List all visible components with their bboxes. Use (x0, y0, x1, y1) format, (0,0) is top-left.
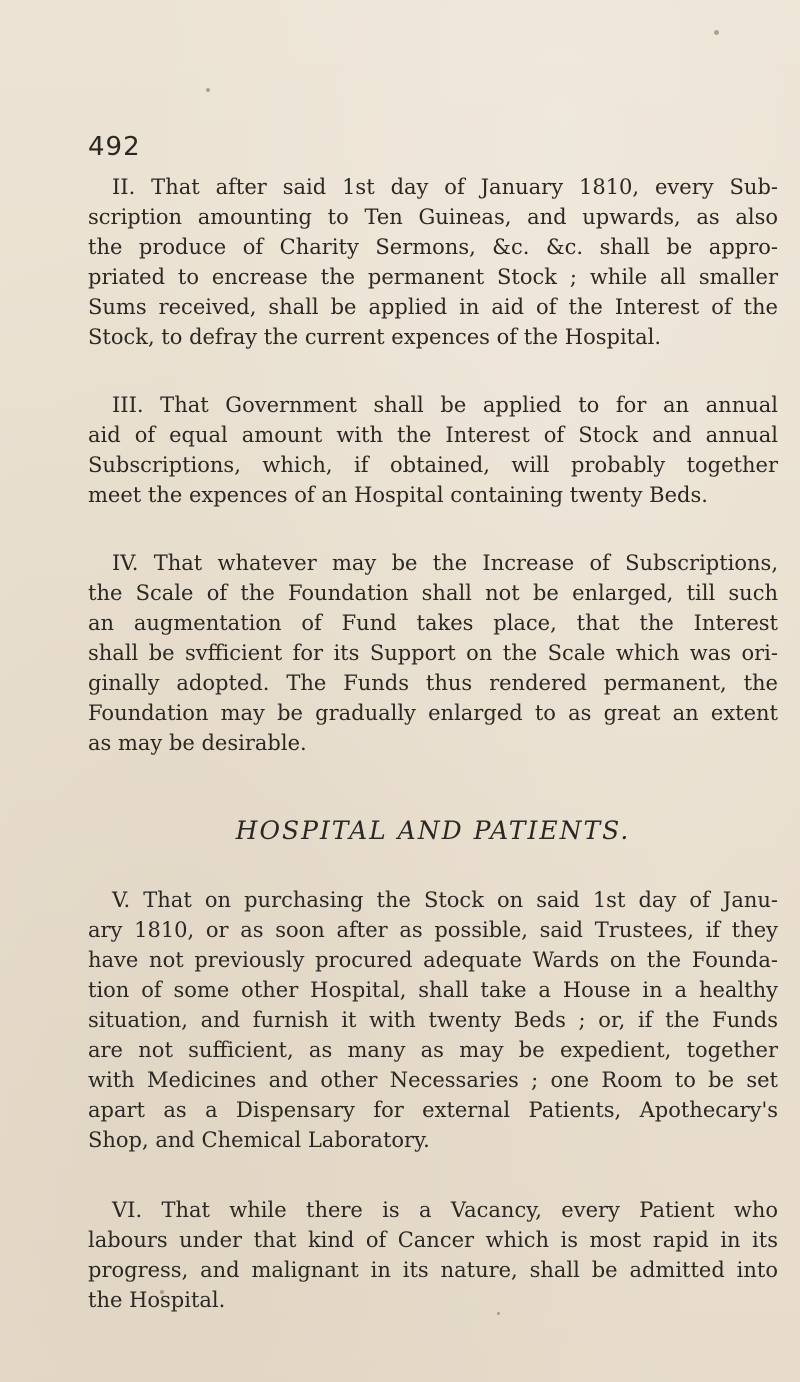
text-line: the Scale of the Foundation shall not be enlarged, till such (88, 581, 778, 605)
text-line: aid of equal amount with the Interest of Stock and annual (88, 423, 778, 447)
paragraph-v (88, 885, 778, 1155)
text-line: as may be desirable. (88, 731, 307, 755)
text-line: Shop, and Chemical Laboratory. (88, 1128, 430, 1152)
text-line: are not sufficient, as many as may be expedient, together (88, 1038, 778, 1062)
paper-speck (206, 88, 210, 92)
text-line: priated to encrease the permanent Stock ; while all smaller (88, 265, 778, 289)
text-line: IV. That whatever may be the Increase of Subscriptions, (112, 551, 778, 575)
text-line: II. That after said 1st day of January 1810, every Sub- (112, 175, 778, 199)
text-line: the Hospital. (88, 1288, 226, 1312)
text-line: V. That on purchasing the Stock on said 1st day of Janu- (112, 888, 778, 912)
paragraph-vi (88, 1195, 778, 1315)
text-line: Foundation may be gradually enlarged to as great an extent (88, 701, 778, 725)
text-line: Subscriptions, which, if obtained, will probably together (88, 453, 778, 477)
text-line: with Medicines and other Necessaries ; one Room to be set (88, 1068, 778, 1092)
paper-speck (714, 30, 719, 35)
text-line: an augmentation of Fund takes place, that the Interest (88, 611, 778, 635)
text-line: have not previously procured adequate Wards on the Founda- (88, 948, 778, 972)
text-line: shall be svfficient for its Support on the Scale which was ori- (88, 641, 778, 665)
paragraph-iii (88, 390, 778, 510)
text-line: III. That Government shall be applied to for an annual (112, 393, 778, 417)
text-line: situation, and furnish it with twenty Beds ; or, if the Funds (88, 1008, 778, 1032)
text-line: ary 1810, or as soon after as possible, said Trustees, if they (88, 918, 778, 942)
text-line: scription amounting to Ten Guineas, and upwards, as also (88, 205, 778, 229)
text-line: Stock, to defray the current expences of the Hospital. (88, 325, 662, 349)
text-line: ginally adopted. The Funds thus rendered permanent, the (88, 671, 778, 695)
text-line: VI. That while there is a Vacancy, every Patient who (112, 1198, 778, 1222)
paragraph-iv (88, 548, 778, 758)
paragraph-ii (88, 172, 778, 352)
text-line: progress, and malignant in its nature, shall be admitted into (88, 1258, 778, 1282)
section-heading: HOSPITAL AND PATIENTS. (235, 816, 631, 845)
text-line: meet the expences of an Hospital containing twenty Beds. (88, 483, 708, 507)
page-number: 492 (88, 132, 141, 162)
text-line: apart as a Dispensary for external Patients, Apothecary's (88, 1098, 778, 1122)
text-line: Sums received, shall be applied in aid of the Interest of the (88, 295, 778, 319)
text-line: the produce of Charity Sermons, &c. &c. shall be appro- (88, 235, 778, 259)
text-line: tion of some other Hospital, shall take a House in a healthy (88, 978, 778, 1002)
page-content (88, 132, 778, 1315)
text-line: labours under that kind of Cancer which is most rapid in its (88, 1228, 778, 1252)
